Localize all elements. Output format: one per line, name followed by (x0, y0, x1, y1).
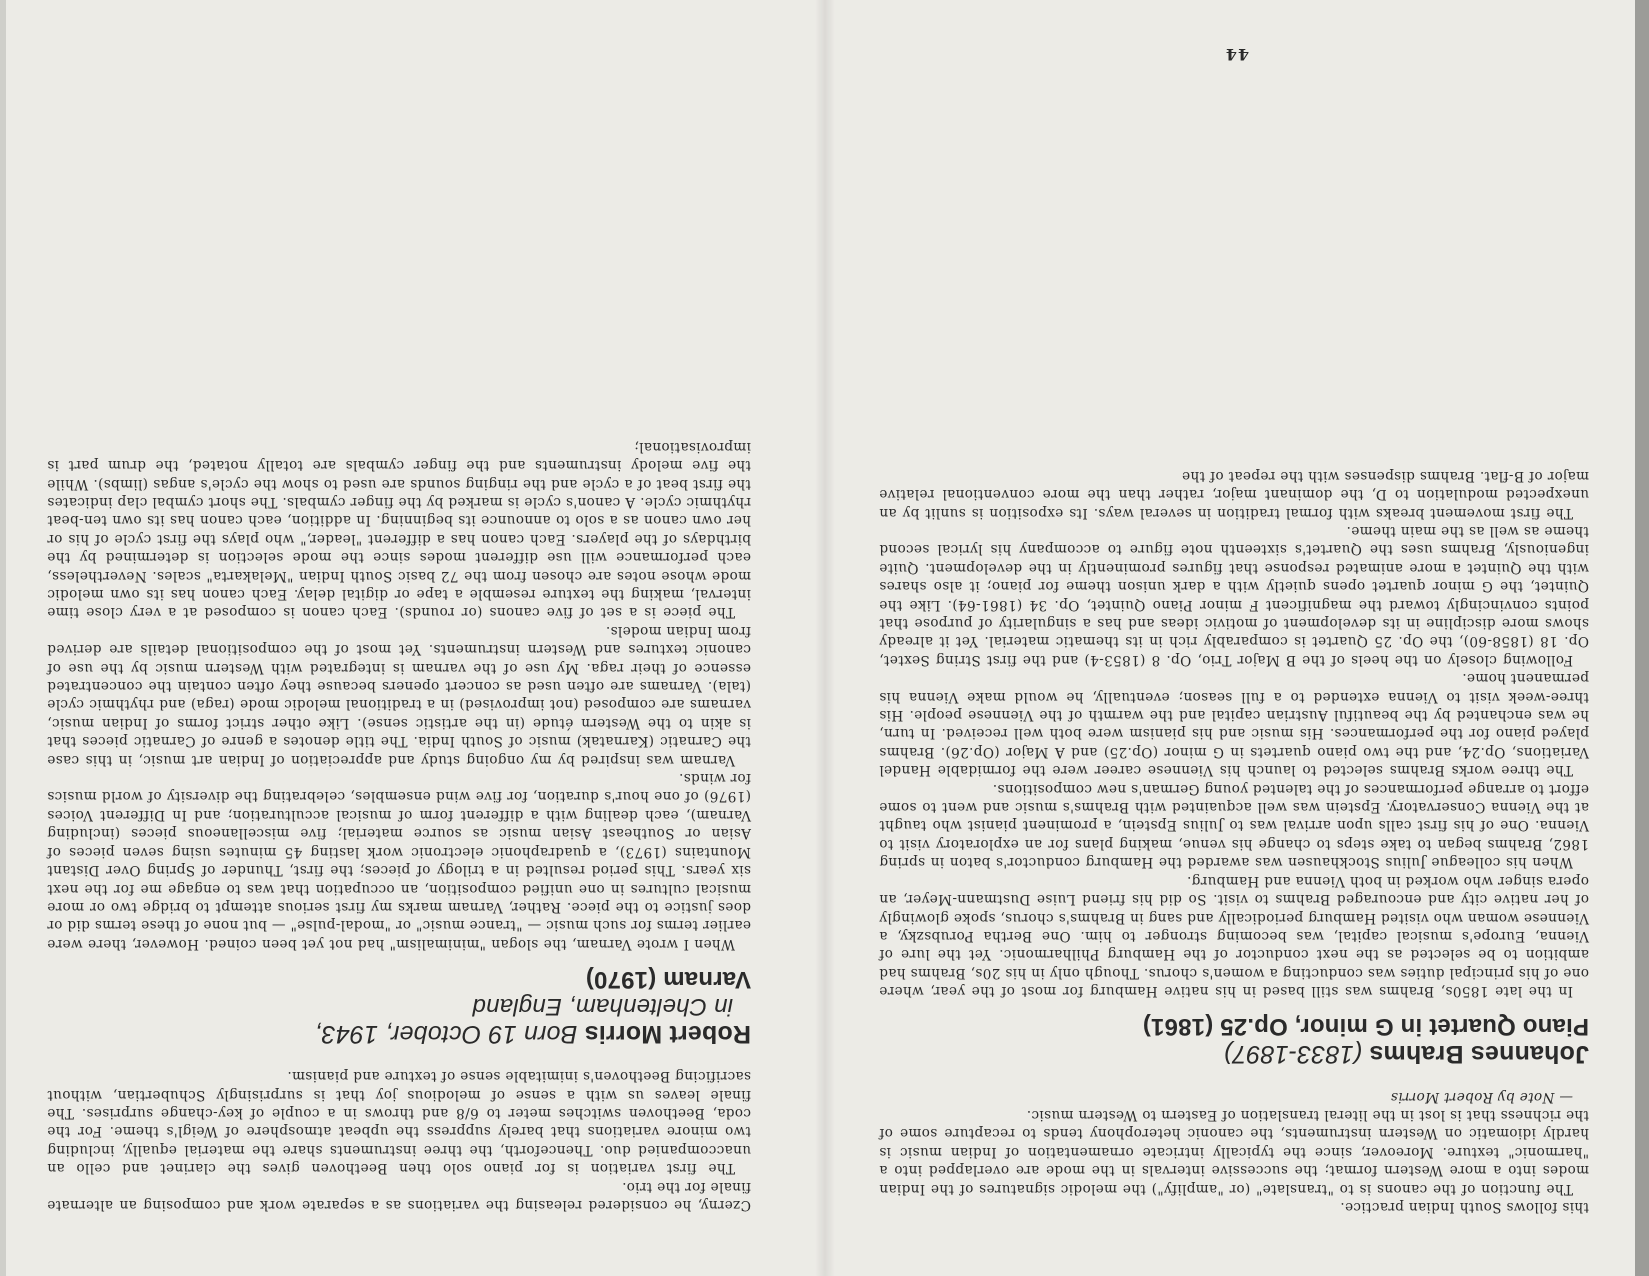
canons-paragraph: The function of the canons is to "translate" (or "amplify") the melodic signatures of the Indian modes into a more Western format; the successive intervals in the mode are overlapped into a "harmonic" texture. Moreover, since the typically intricate ornamentation of Indian music is hardly idiomatic on Western instruments, the canonic heterophony tends to recapture some of the richness that is lost in the literal translation of Eastern to Western music. (879, 1106, 1589, 1197)
composer-name: Robert Morris (584, 1019, 751, 1048)
note-signature: — Note by Robert Morris (1390, 1088, 1573, 1105)
brahms-paragraph-3: The three works Brahms selected to launch his Viennese career were the formidable Handel Variations, Op.24, and the two piano quartets in G minor (Op.25) and A Major (Op.26). Brahms played piano for the performances. His music and his pianism were both well received. In turn, he was enchanted by the beautiful Austrian capital and the warmth of the Viennese people. His three-week visit to Vienna extended to a full season; eventually, he would make Vienna his permanent home. (879, 670, 1589, 779)
page-45-column (47, 437, 751, 1214)
carry-over-text-2: The first variation is for piano solo then Beethoven gives the clarinet and cello an unaccompanied duo. Thenceforth, the three instruments share the material equally, including two minore variations that barely suppress the upbeat atmosphere of Weigl's theme. For the coda, Beethoven switches meter to 6/8 and throws in a couple of key-change surprises. The finale leaves us with a sense of melodious joy that is surprisingly Schubertian, without sacrificing Beethoven's inimitable sense of texture and pianism. (47, 1068, 751, 1177)
page-44 (825, 0, 1649, 1276)
carry-over-text: this follows South Indian practice. (1340, 1199, 1589, 1215)
work-title: Piano Quartet in G minor, Op.25 (1861) (1142, 1013, 1589, 1041)
brahms-paragraph-5: The first movement breaks with formal tradition in several ways. Its exposition is sunlit by an unexpected modulation to D, the dominant major, rather than the more conventional relative major of B-flat. Brahms dispenses with the repeat of the (879, 467, 1589, 521)
page-number: 44 (1224, 45, 1250, 64)
morris-paragraph-2: Varnam was inspired by my ongoing study and appreciation of Indian art music, in this case the Carnatic (Karnatak) music of South India. The title denotes a genre of Carnatic pieces that is akin to the Western étude (in the artistic sense). Like other strict forms of Indian music, varnams are composed (not improvised) in a traditional melodic mode (raga) and rhythmic cycle (tala). Varnams are often used as concert openers because they often contain the concentrated essence of their raga. My use of the varnam is integrated with Western music by the use of canonic textures and Western instruments. Yet most of the compositional details are derived from Indian models. (47, 622, 751, 768)
morris-heading (47, 1020, 751, 1047)
brahms-heading (879, 1040, 1589, 1067)
work-title: Varnam (1970) (585, 965, 751, 993)
composer-name: Johannes Brahms (1369, 1040, 1589, 1069)
brahms-paragraph-1: In the late 1850s, Brahms was still based in his native Hamburg for most of the year, where one of his principal duties was conducting a women's chorus. Though only in his 20s, Brahms had ambition to be selected as the next conductor of the Hamburg Philharmonic. Yet the lure of Vienna, Europe's musical capital, was becoming stronger to him. One Bertha Porubszky, a Viennese woman who visited Hamburg periodically and sang in Brahms's chorus, spoke glowingly of her native city and encouraged Brahms to visit. So did his friend Luise Dustmann-Meyer, an opera singer who worked in both Vienna and Hamburg. (879, 872, 1589, 1000)
page-44-column (879, 466, 1589, 1216)
morris-paragraph-3: The piece is a set of five canons (or rounds). Each canon is composed at a very close time interval, making the texture resemble a tape or digital delay. Each canon has its own melodic mode whose notes are chosen from the 72 basic South Indian "Melakarta" scales. Nevertheless, each performance will use different modes since the mode selection is determined by the birthdays of the players. Each canon has a different "leader," who plays the first cycle of his or her own canon as a solo to announce its beginning. In addition, each canon has its own ten-beat rhythmic cycle. A canon's cycle is marked by the finger cymbals. The short cymbal clap indicates the first beat of a cycle and the ringing sounds are used to show the cycle's angas (limbs). While the five melody instruments and the finger cymbals are totally notated, the drum part is improvisational; (47, 438, 751, 621)
composer-dates: (1833-1897) (1223, 1040, 1363, 1069)
brahms-paragraph-4: Following closely on the heels of the B Major Trio, Op. 8 (1853-4) and the first String Sextet, Op. 18 (1858-60), the Op. 25 Quartet is comparably rich in its thematic material. Yet it already shows more discipline in its development of motivic ideas and has a singularity of purpose that points convincingly toward the magnificent F minor Piano Quintet, Op. 34 (1861-64). Like the Quintet, the G minor quartet opens quietly with a dark unison theme for piano; it also shares with the Quintet a more animated response that figures prominently in the development. Quite ingeniously, Brahms uses the Quartet's sixteenth note figure to accompany his lyrical second theme as well as the main theme. (879, 523, 1589, 668)
brahms-paragraph-2: When his colleague Julius Stockhausen was awarded the Hamburg conductor's baton in spring 1862, Brahms began to take steps to change his venue, making plans for an exploratory visit to Vienna. One of his first calls upon arrival was to Julius Epstein, a prominent pianist who taught at the Vienna Conservatory. Epstein was well acquainted with Brahms's music and went to some effort to arrange performances of the talented young German's new compositions. (879, 780, 1589, 871)
morris-paragraph-1: When I wrote Varnam, the slogan "minimalism" had not yet been coined. However, there were earlier terms for such music — "trance music" or "modal-pulse" — but none of these terms did or does justice to the piece. Rather, Varnam marks my first serious attempt to bridge two or more musical cultures in one unified composition, an occupation that was to engage me for the next six years. This period resulted in a trilogy of pieces; the first, Thunder of Spring Over Distant Mountains (1973), a quadraphonic electronic work lasting 45 minutes using seven pieces of Asian or Southeast Asian music as source material; five miscellaneous pieces (including Varnam), each dealing with a different form of musical acculturation; and In Different Voices (1976) of one hour's duration, for five wind ensembles, celebrating the diversity of world musics for winds. (47, 770, 751, 952)
composer-born: Born 19 October, 1943, (314, 1019, 578, 1048)
carry-over-text-1: Czerny, he considered releasing the variations as a separate work and composing an alternate finale for the trio. (47, 1178, 751, 1213)
composer-birthplace: in Cheltenham, England (472, 992, 733, 1020)
